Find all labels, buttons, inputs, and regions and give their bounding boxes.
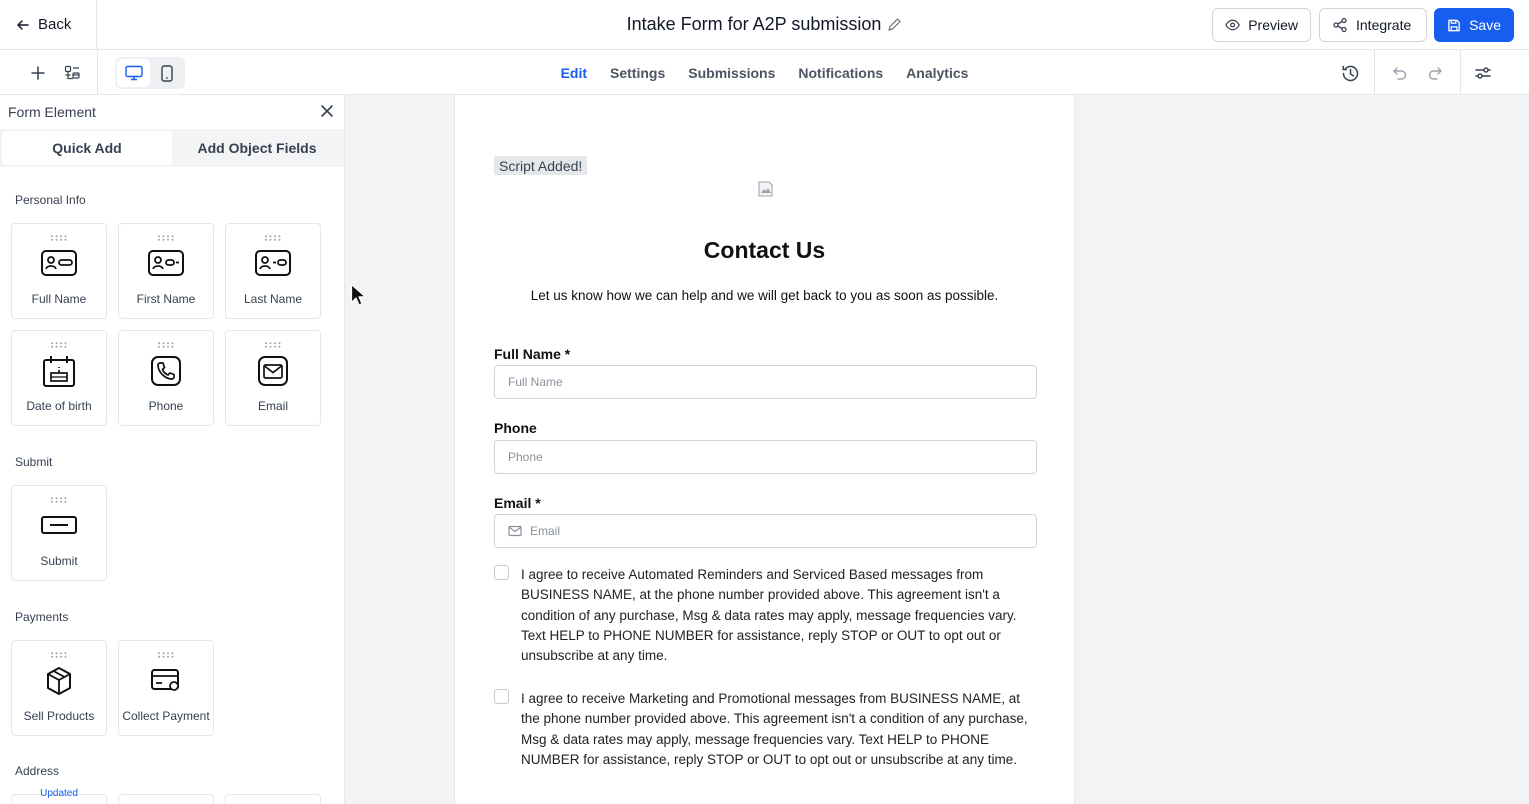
phone-placeholder: Phone <box>508 450 543 464</box>
drag-handle-icon[interactable] <box>50 235 68 241</box>
element-card-submit[interactable] <box>11 485 107 581</box>
phone-input[interactable] <box>494 440 1037 474</box>
back-button[interactable] <box>0 0 97 49</box>
element-card-last-name[interactable] <box>225 223 321 319</box>
top-bar <box>0 0 1529 50</box>
integrate-label: Integrate <box>1356 17 1412 33</box>
redo-icon[interactable] <box>1422 60 1448 86</box>
preview-button[interactable] <box>1212 8 1311 42</box>
editor-tabs <box>0 50 1529 95</box>
box-icon <box>12 665 106 697</box>
tab-settings[interactable]: Settings <box>610 64 666 81</box>
form-title-heading[interactable]: Intake Form for A2P submission <box>626 14 882 34</box>
consent-checkbox-2[interactable] <box>494 689 509 704</box>
styles-icon[interactable] <box>1470 60 1496 86</box>
drag-handle-icon[interactable] <box>264 235 282 241</box>
form-element-panel <box>0 95 345 804</box>
element-card-phone[interactable] <box>118 330 214 426</box>
drag-handle-icon[interactable] <box>157 342 175 348</box>
element-card-sell-products[interactable] <box>11 640 107 736</box>
full-name-label: Full Name * <box>494 346 571 362</box>
consent-text-2: I agree to receive Marketing and Promotional messages from BUSINESS NAME, at the phone number provided above. This agreement isn't a condition of any purchase, Msg & data rates may apply, message frequencies vary. Text HELP to PHONE NUMBER for assistance, reply STOP or OUT to opt out or unsubscribe at any time. <box>521 691 1028 767</box>
panel-title: Form Element <box>8 104 96 120</box>
device-toggle <box>115 57 185 89</box>
undo-icon[interactable] <box>1387 60 1413 86</box>
section-address: Address <box>15 764 60 778</box>
mobile-view-button[interactable] <box>150 59 183 87</box>
id-card-icon <box>226 248 320 278</box>
section-personal-info: Personal Info <box>15 193 86 207</box>
id-card-icon <box>119 248 213 278</box>
desktop-view-button[interactable] <box>117 59 150 87</box>
drag-handle-icon[interactable] <box>157 652 175 658</box>
mail-icon <box>508 525 522 537</box>
full-name-input[interactable] <box>494 365 1037 399</box>
drag-handle-icon[interactable] <box>157 235 175 241</box>
preview-label: Preview <box>1248 17 1298 33</box>
pencil-icon[interactable] <box>887 17 902 32</box>
save-label: Save <box>1469 17 1501 33</box>
save-button[interactable] <box>1434 8 1514 42</box>
script-added-chip: Script Added! <box>494 156 587 175</box>
element-card-date-of-birth[interactable] <box>11 330 107 426</box>
tab-analytics[interactable]: Analytics <box>906 64 969 81</box>
id-card-icon <box>12 248 106 278</box>
tab-notifications[interactable]: Notifications <box>798 64 884 81</box>
mouse-pointer-icon <box>350 283 367 307</box>
email-label: Email * <box>494 495 541 511</box>
panel-segment-control <box>0 129 344 167</box>
card-label: Email <box>257 399 288 413</box>
smartphone-icon <box>161 65 173 82</box>
tab-edit[interactable]: Edit <box>560 64 588 81</box>
form-canvas <box>454 95 1075 804</box>
mail-icon <box>226 355 320 387</box>
element-card-full-name[interactable] <box>11 223 107 319</box>
quick-add-tab[interactable]: Quick Add <box>2 131 172 165</box>
section-payments: Payments <box>15 610 69 624</box>
history-icon[interactable] <box>1337 60 1363 86</box>
card-label: Collect Payment <box>122 709 210 723</box>
updated-badge: Updated <box>40 788 78 799</box>
card-label: Submit <box>40 554 78 568</box>
arrow-left-icon <box>16 18 30 32</box>
email-placeholder: Email <box>530 524 561 538</box>
form-subheading: Let us know how we can help and we will get back to you as soon as possible. <box>530 288 999 303</box>
save-icon <box>1447 18 1461 33</box>
birthday-cake-icon <box>12 355 106 389</box>
drag-handle-icon[interactable] <box>50 652 68 658</box>
monitor-icon <box>125 65 143 81</box>
card-label: Full Name <box>31 292 87 306</box>
element-card-first-name[interactable] <box>118 223 214 319</box>
form-heading: Contact Us <box>703 237 826 263</box>
drag-handle-icon[interactable] <box>50 342 68 348</box>
card-label: First Name <box>136 292 196 306</box>
card-label: Phone <box>148 399 184 413</box>
phone-label: Phone <box>494 420 537 436</box>
card-label: Last Name <box>243 292 303 306</box>
element-card-address-3[interactable] <box>225 794 321 804</box>
consent-checkbox-1[interactable] <box>494 565 509 580</box>
tab-submissions[interactable]: Submissions <box>688 64 776 81</box>
element-card-email[interactable] <box>225 330 321 426</box>
eye-icon <box>1225 17 1240 33</box>
email-input[interactable] <box>494 514 1037 548</box>
drag-handle-icon[interactable] <box>264 342 282 348</box>
editor-toolbar <box>0 50 1529 95</box>
full-name-placeholder: Full Name <box>508 375 563 389</box>
credit-card-icon <box>119 665 213 695</box>
section-submit: Submit <box>15 455 53 469</box>
card-label: Date of birth <box>26 399 92 413</box>
consent-text-1: I agree to receive Automated Reminders and Serviced Based messages from BUSINESS NAME, at the phone number provided above. This agreement isn't a condition of any purchase, Msg & data rates may apply, message frequencies vary. Text HELP to PHONE NUMBER for assistance, reply STOP or OUT to opt out or unsubscribe at any time. <box>521 567 1017 664</box>
back-label: Back <box>38 16 72 33</box>
share-icon <box>1332 17 1348 33</box>
element-card-address-2[interactable] <box>118 794 214 804</box>
close-icon[interactable] <box>320 104 334 123</box>
submit-button-icon <box>12 510 106 540</box>
add-object-fields-tab[interactable]: Add Object Fields <box>197 140 317 156</box>
broken-image-icon <box>758 181 773 197</box>
integrate-button[interactable] <box>1319 8 1427 42</box>
drag-handle-icon[interactable] <box>50 497 68 503</box>
add-element-icon[interactable] <box>25 60 51 86</box>
layers-icon[interactable] <box>59 60 85 86</box>
phone-icon <box>119 355 213 387</box>
card-label: Sell Products <box>23 709 95 723</box>
element-card-collect-payment[interactable] <box>118 640 214 736</box>
